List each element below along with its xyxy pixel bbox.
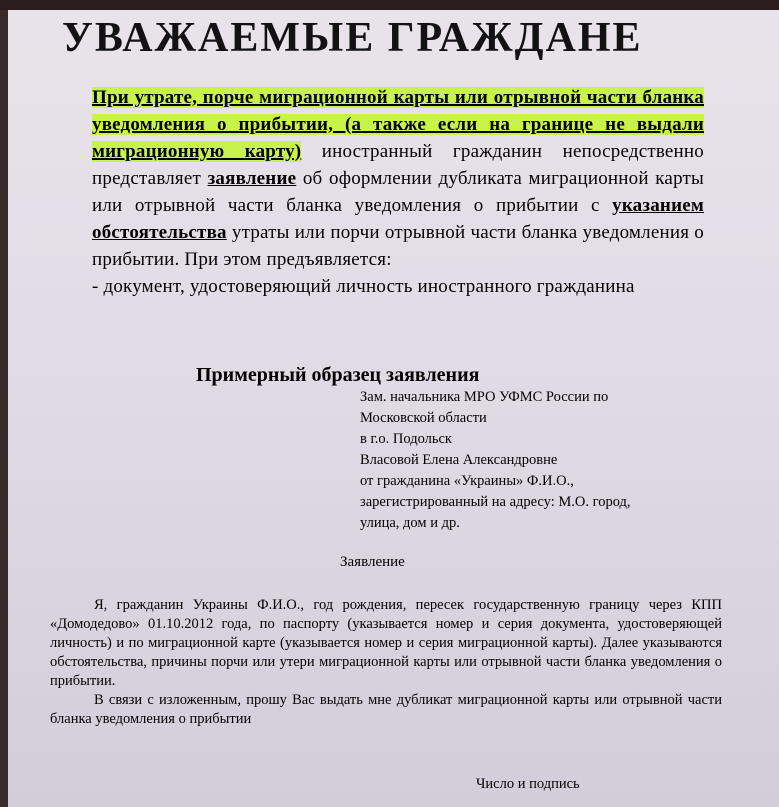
address-line: в г.о. Подольск bbox=[360, 431, 452, 447]
address-line: от гражданина «Украины» Ф.И.О., bbox=[360, 473, 574, 489]
frame-edge-top bbox=[0, 0, 779, 10]
notice-paragraph bbox=[92, 84, 704, 300]
frame-edge-left bbox=[0, 0, 8, 807]
address-line: Власовой Елена Александровне bbox=[360, 452, 558, 468]
address-block bbox=[360, 387, 720, 534]
address-line: зарегистрированный на адресу: М.О. город, bbox=[360, 494, 631, 510]
emphasis-circumstances: указанием обстоятельства bbox=[92, 195, 704, 243]
statement-body bbox=[50, 596, 722, 729]
signature-line: Число и подпись bbox=[476, 776, 580, 792]
notice-text-1: иностранный гражданин непосредственно представляет bbox=[92, 141, 704, 189]
sample-title: Примерный образец заявления bbox=[196, 364, 480, 386]
statement-paragraph: В связи с изложенным, прошу Вас выдать мне дубликат миграционной карты или отрывной части бланка уведомления о прибытии bbox=[50, 692, 722, 727]
highlighted-condition: При утрате, порче миграционной карты или отрывной части бланка уведомления о прибытии, (а также если на границе не выдали миграционную карту) bbox=[92, 87, 704, 162]
address-line: улица, дом и др. bbox=[360, 515, 460, 531]
required-document-item: - документ, удостоверяющий личность иностранного гражданина bbox=[92, 276, 635, 297]
address-line: Московской области bbox=[360, 410, 487, 426]
statement-title: Заявление bbox=[340, 554, 405, 570]
emphasis-application: заявление bbox=[207, 168, 297, 189]
page-title: УВАЖАЕМЫЕ ГРАЖДАНЕ bbox=[62, 15, 643, 61]
notice-text-3: утраты или порчи отрывной части бланка уведомления о прибытии. При этом предъявляется: bbox=[92, 222, 704, 270]
address-line: Зам. начальника МРО УФМС России по bbox=[360, 389, 609, 405]
statement-paragraph: Я, гражданин Украины Ф.И.О., год рождения, пересек государственную границу через КПП «Домодедово» 01.10.2012 года, по паспорту (указывается номер и серия документа, удостоверяющей личность) и по миграционной карте (указывается номер и серия миграционной карты). Далее указываются обстоятельства, причины порчи или утери миграционной карты или отрывной части бланка уведомления о прибытии. bbox=[50, 597, 722, 689]
notice-text-2: об оформлении дубликата миграционной карты или отрывной части бланка уведомления о прибытии с bbox=[92, 168, 704, 216]
